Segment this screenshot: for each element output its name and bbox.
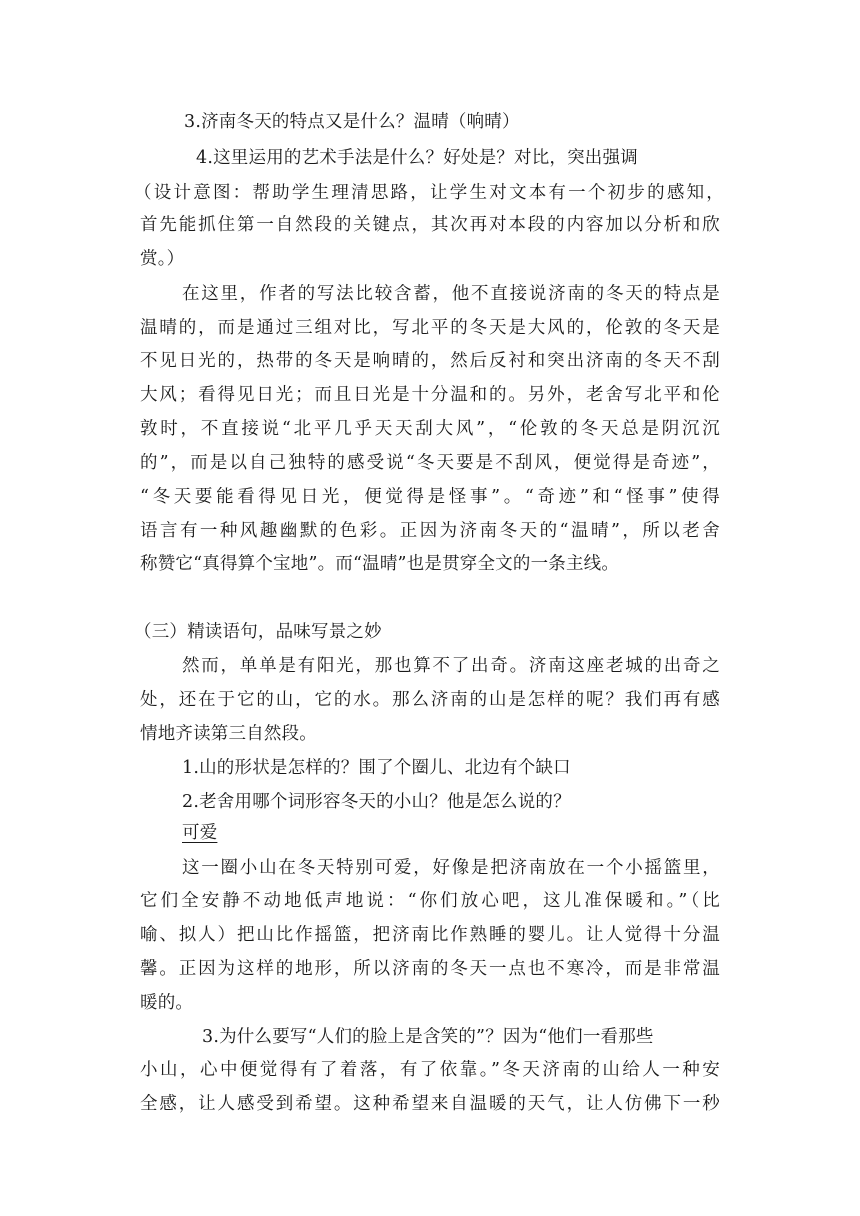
text-line-28: 小山，心中便觉得有了着落，有了依靠。”冬天济南的山给人一种安	[140, 1060, 720, 1080]
text-line-26: 暖的。	[140, 993, 194, 1013]
text-line-11: 的”，而是以自己独特的感受说“冬天要是不刮风，便觉得是奇迹”，	[140, 453, 720, 473]
text-line-9: 大风；看得见日光；而且日光是十分温和的。另外，老舍写北平和伦	[140, 385, 720, 405]
text-line-22: 这一圈小山在冬天特别可爱，好像是把济南放在一个小摇篮里，	[182, 858, 720, 878]
text-line-17: 处，还在于它的山，它的水。那么济南的山是怎样的呢？我们再有感	[140, 690, 720, 710]
text-line-27: 3.为什么要写“人们的脸上是含笑的”？因为“他们一看那些	[202, 1027, 654, 1047]
text-line-16: 然而，单单是有阳光，那也算不了出奇。济南这座老城的出奇之	[182, 656, 720, 676]
text-line-14: 称赞它“真得算个宝地”。而“温晴”也是贯穿全文的一条主线。	[140, 554, 620, 574]
text-line-25: 馨。正因为这样的地形，所以济南的冬天一点也不寒冷，而是非常温	[140, 959, 720, 979]
text-line-13: 语言有一种风趣幽默的色彩。正因为济南冬天的“温晴”，所以老舍	[140, 521, 720, 541]
text-line-5: 赏。）	[140, 249, 185, 269]
text-line-19: 1.山的形状是怎样的？围了个圈儿、北边有个缺口	[182, 758, 571, 778]
text-line-12: “冬天要能看得见日光，便觉得是怪事”。“奇迹”和“怪事”使得	[140, 487, 720, 507]
text-line-10: 敦时，不直接说“北平几乎天天刮大风”，“伦敦的冬天总是阴沉沉	[140, 419, 720, 439]
text-line-20: 2.老舍用哪个词形容冬天的小山？他是怎么说的？	[182, 792, 571, 812]
text-line-29: 全感，让人感受到希望。这种希望来自温暖的天气，让人仿佛下一秒	[140, 1094, 720, 1114]
text-line-4: 首先能抓住第一自然段的关键点，其次再对本段的内容加以分析和欣	[140, 215, 720, 235]
text-line-3: （设计意图：帮助学生理清思路，让学生对文本有一个初步的感知，	[134, 183, 724, 203]
text-line-23: 它们全安静不动地低声地说：“你们放心吧，这儿准保暖和。”（比	[140, 891, 720, 911]
text-line-6: 在这里，作者的写法比较含蓄，他不直接说济南的冬天的特点是	[182, 284, 720, 304]
text-line-8: 不见日光的，热带的冬天是响晴的，然后反衬和突出济南的冬天不刮	[140, 351, 720, 371]
text-line-2: 4.这里运用的艺术手法是什么？好处是？对比，突出强调	[196, 148, 638, 168]
text-line-7: 温晴的，而是通过三组对比，写北平的冬天是大风的，伦敦的冬天是	[140, 318, 720, 338]
text-line-24: 喻、拟人）把山比作摇篮，把济南比作熟睡的婴儿。让人觉得十分温	[140, 925, 720, 945]
underlined-answer: 可爱	[182, 823, 218, 843]
section-heading: （三）精读语句，品味写景之妙	[134, 622, 382, 642]
text-line-18: 情地齐读第三自然段。	[140, 724, 317, 744]
text-line-1: 3.济南冬天的特点又是什么？温晴（响晴）	[184, 112, 520, 132]
